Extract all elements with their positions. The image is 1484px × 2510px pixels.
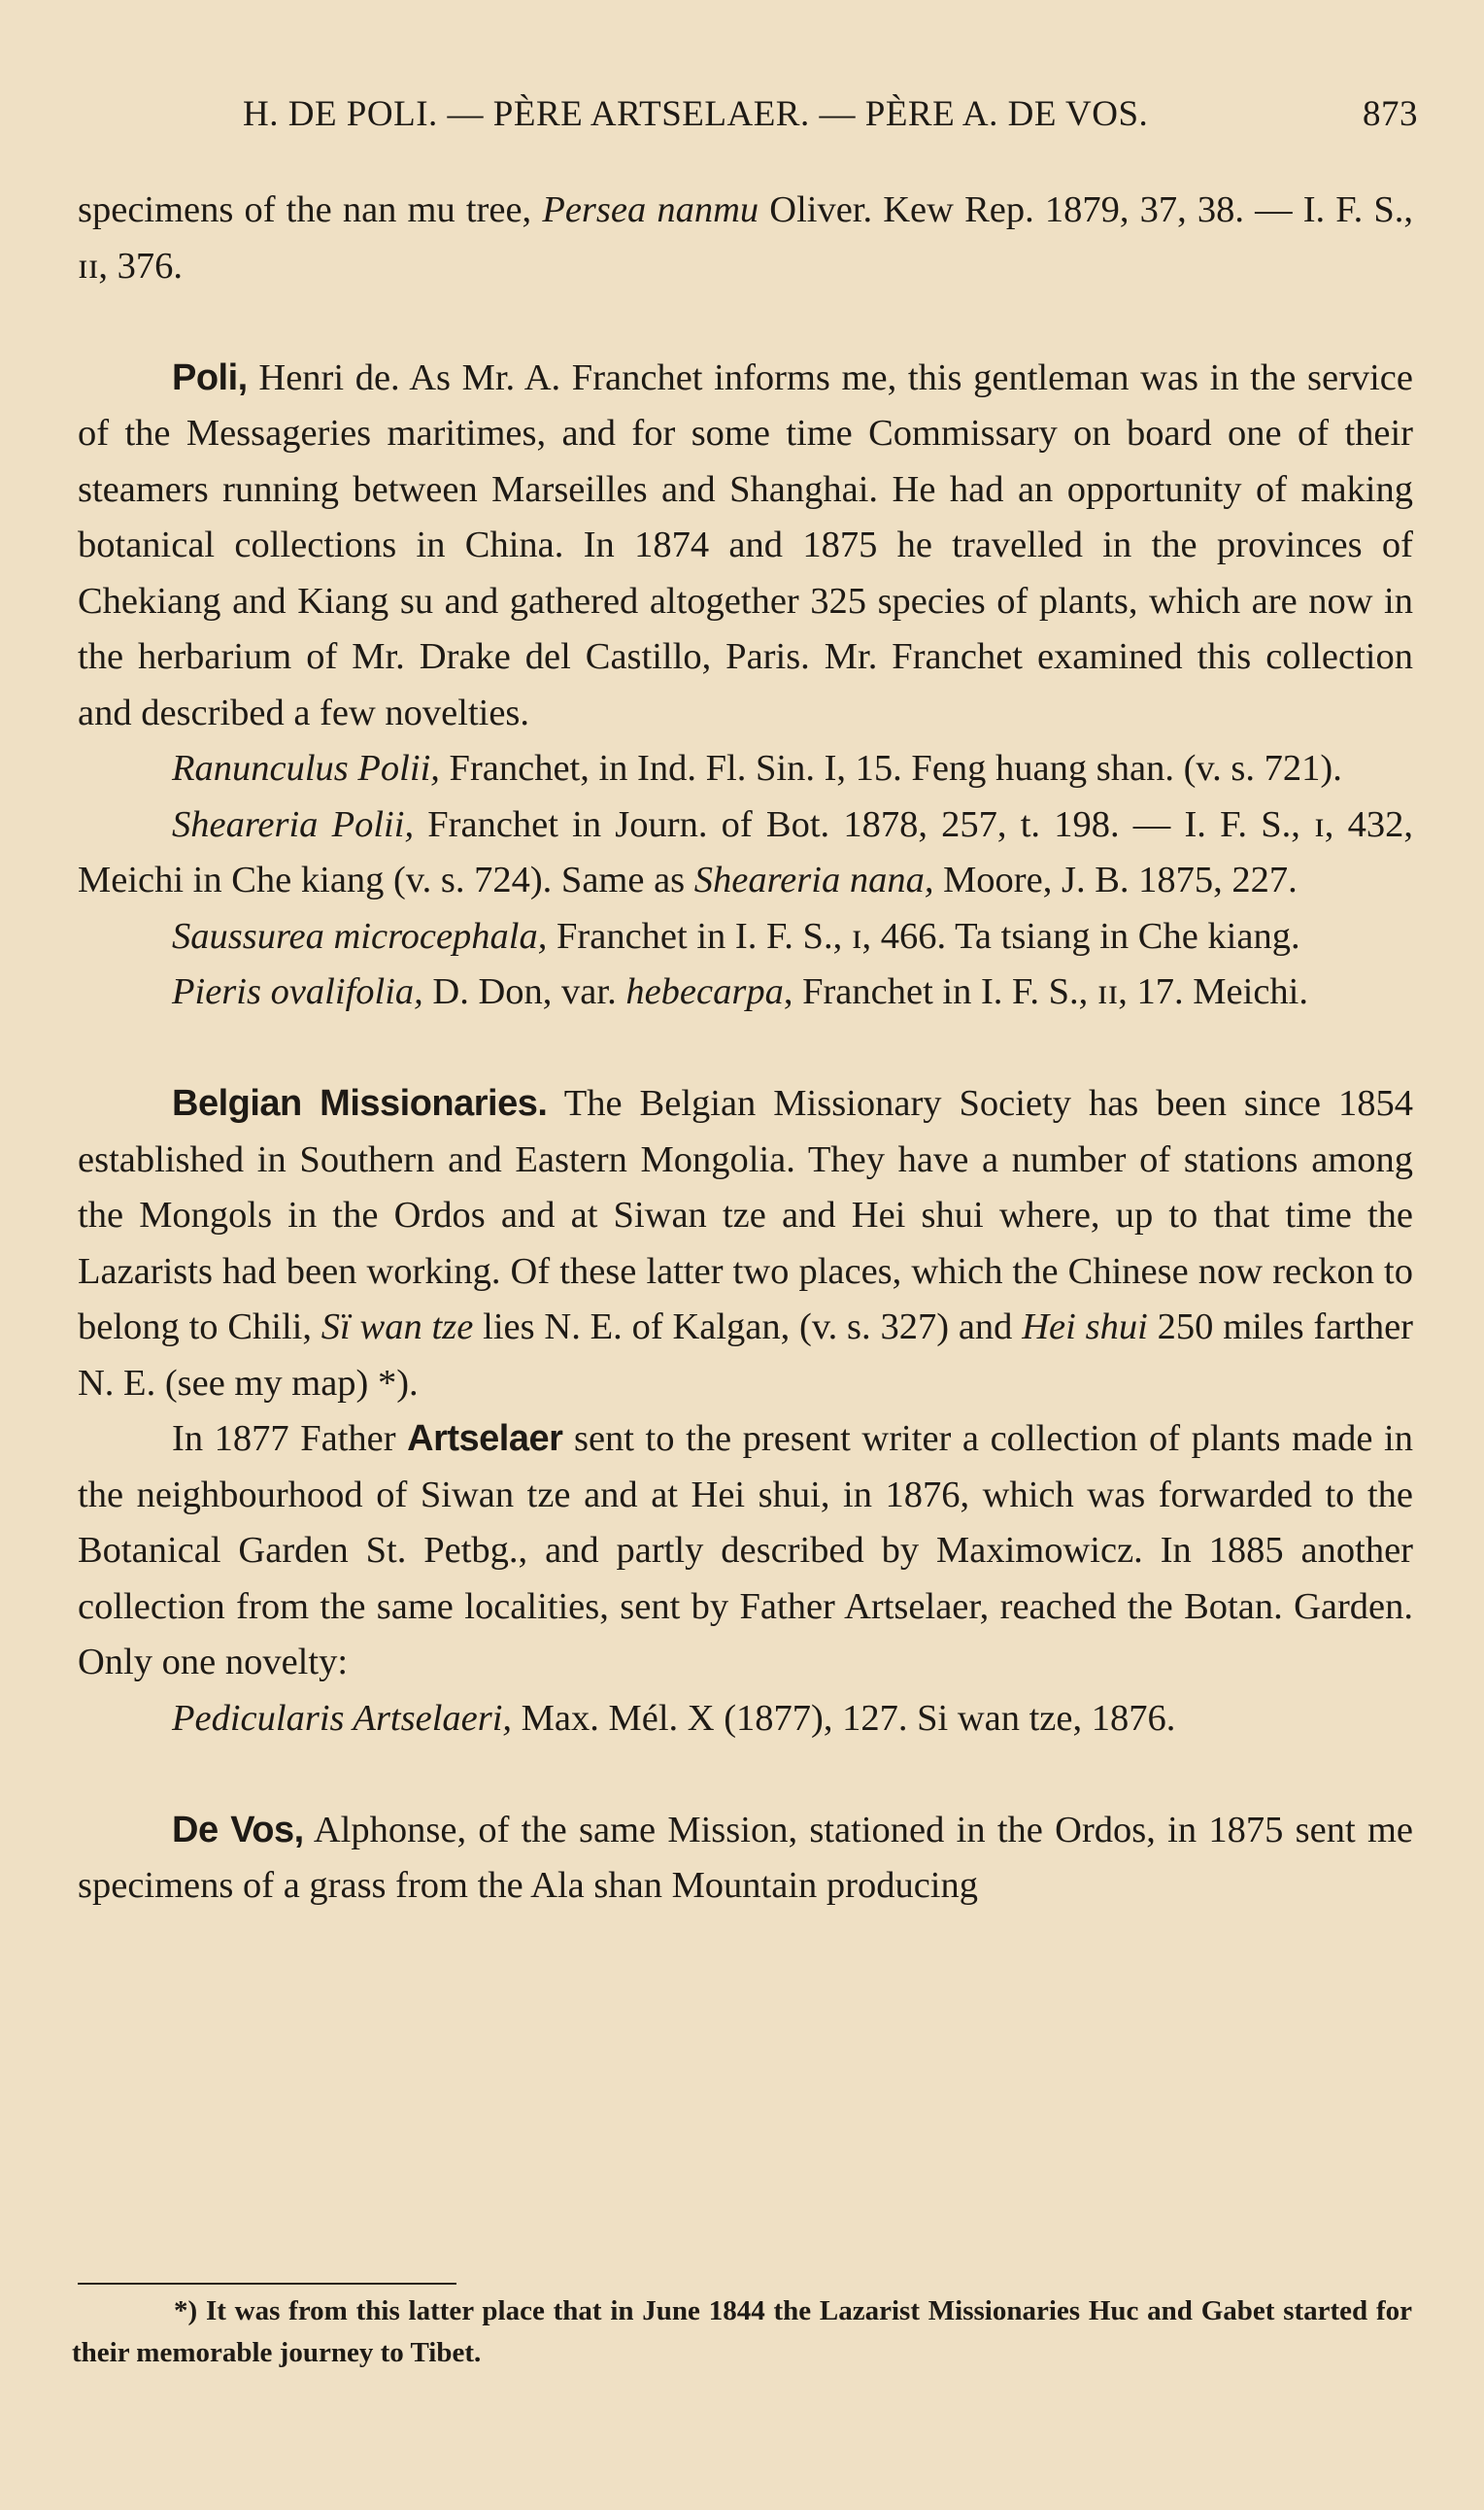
species-name: Persea nanmu	[542, 189, 759, 230]
place-name: Hei shui	[1022, 1306, 1148, 1347]
species-name: Pieris ovalifolia,	[172, 971, 423, 1012]
footnote-rule	[78, 2283, 456, 2285]
pedicularis-entry: Pedicularis Artselaeri, Max. Mél. X (1877), 127. Si wan tze, 1876.	[172, 1697, 1176, 1739]
running-head	[243, 93, 1418, 152]
species-name: Sheareria Polii,	[172, 803, 415, 845]
body-text	[78, 183, 1413, 1915]
entry-headword: Belgian Missionaries.	[172, 1083, 548, 1124]
place-name: Sï wan tze	[320, 1306, 474, 1347]
continuation-paragraph: specimens of the nan mu tree, Persea nanmu Oliver. Kew Rep. 1879, 37, 38. — I. F. S., ɪɪ, 376.	[78, 189, 1413, 287]
belgian-missionaries-entry: Belgian Missionaries. The Belgian Missionary Society has been since 1854 established in Southern and Eastern Mongolia. They have a number of stations among the Mongols in the Ordos and at Siwan tze and Hei shui where, up to that time the Lazarists had been working. Of these latter two places, which the Chinese now reckon to belong to Chili, Sï wan tze lies N. E. of Kalgan, (v. s. 327) and Hei shui 250 miles farther N. E. (see my map) *).	[78, 1083, 1413, 1404]
ranunculus-entry: Ranunculus Polii, Franchet, in Ind. Fl. Sin. I, 15. Feng huang shan. (v. s. 721).	[172, 748, 1342, 789]
footnote-text: *) It was from this latter place that in June 1844 the Lazarist Missionaries Huc and Gabet started for their memorable journey to Tibet.	[72, 2295, 1412, 2368]
species-name: Pedicularis Artselaeri,	[172, 1697, 513, 1739]
de-vos-entry: De Vos, Alphonse, of the same Mission, stationed in the Ordos, in 1875 sent me specimens of a grass from the Ala shan Mountain producing	[78, 1809, 1413, 1906]
footnote	[72, 2290, 1412, 2374]
pieris-entry: Pieris ovalifolia, D. Don, var. hebecarpa, Franchet in I. F. S., ɪɪ, 17. Meichi.	[172, 971, 1308, 1012]
species-name: Ranunculus Polii,	[172, 748, 440, 789]
sheareria-entry: Sheareria Polii, Franchet in Journ. of Bot. 1878, 257, t. 198. — I. F. S., ɪ, 432, Meichi in Che kiang (v. s. 724). Same as Sheareria nana, Moore, J. B. 1875, 227.	[78, 803, 1413, 900]
variety-name: hebecarpa	[625, 971, 784, 1012]
species-name: Saussurea microcephala,	[172, 915, 548, 957]
page-number: 873	[1363, 94, 1418, 134]
artselaer-paragraph: In 1877 Father Artselaer sent to the present writer a collection of plants made in the neighbourhood of Siwan tze and at Hei shui, in 1876, which was forwarded to the Botanical Garden St. Petbg., and partly described by Maximowicz. In 1885 another collection from the same localities, sent by Father Artselaer, reached the Botan. Garden. Only one novelty:	[78, 1418, 1413, 1682]
entry-headword: De Vos,	[172, 1809, 304, 1850]
person-name: Artselaer	[407, 1418, 563, 1459]
entry-headword: Poli,	[172, 356, 248, 398]
species-name: Sheareria nana,	[693, 860, 934, 900]
running-head-title: H. DE POLI. — PÈRE ARTSELAER. — PÈRE A. DE VOS.	[243, 94, 1149, 134]
saussurea-entry: Saussurea microcephala, Franchet in I. F. S., ɪ, 466. Ta tsiang in Che kiang.	[172, 915, 1300, 957]
poli-entry: Poli, Henri de. As Mr. A. Franchet informs me, this gentleman was in the service of the Messageries maritimes, and for some time Commissary on board one of their steamers running between Marseilles and Shanghai. He had an opportunity of making botanical collections in China. In 1874 and 1875 he travelled in the provinces of Chekiang and Kiang su and gathered altogether 325 species of plants, which are now in the herbarium of Mr. Drake del Castillo, Paris. Mr. Franchet examined this collection and described a few novelties.	[78, 356, 1413, 733]
